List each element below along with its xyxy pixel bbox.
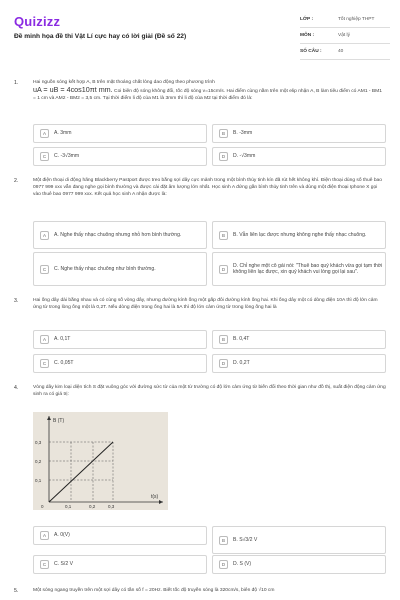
question-text	[33, 80, 386, 103]
question-number: 3.	[14, 298, 19, 304]
graph-svg	[33, 412, 168, 510]
quizizz-logo: Quizizz	[14, 14, 61, 29]
origin-label: 0	[41, 504, 44, 509]
option-c[interactable]	[33, 354, 207, 373]
x-tick-label: 0,2	[89, 504, 96, 509]
question-text: Vòng dây kim loại diện tích S đặt vuông góc với đường sức từ của một từ trường có độ lớn cảm ứng từ biến đổi theo thời gian như đồ thị, suất điện động cảm ứng sinh ra có giá trị:	[33, 385, 386, 397]
option-text: D. S (V)	[233, 561, 252, 568]
option-c[interactable]	[33, 147, 207, 166]
meta-key: LỚP :	[300, 17, 314, 22]
option-d[interactable]	[212, 252, 386, 286]
meta-value: Vật lý	[338, 33, 350, 38]
y-axis-label: B (T)	[53, 418, 65, 424]
question-text: Hai ống dây dài bằng nhau và có cùng số vòng dây, nhưng đường kính ống một gấp đôi đường kính ống hai. Khi ống dây một có dòng điện 10A thì độ lớn cảm ứng từ trong lòng ống một là 0,2T. Nếu dòng điện trong ống hai là 5A thì độ lớn cảm ứng từ trong lòng ống hai là	[33, 298, 378, 310]
option-text: D. -√3mm	[233, 153, 256, 160]
y-axis-arrow	[47, 416, 51, 420]
option-b[interactable]	[212, 221, 386, 249]
document-title: Đề minh họa đề thi Vật Lí cực hay có lời giải (Đề số 22)	[14, 33, 187, 40]
meta-table	[300, 12, 390, 60]
option-text: B. Vẫn liên lạc được nhưng không nghe thấy nhạc chuông.	[233, 231, 367, 238]
option-d[interactable]	[212, 555, 386, 574]
meta-value: Tốt nghiệp THPT	[338, 17, 375, 22]
option-a[interactable]	[33, 526, 207, 545]
question-4	[14, 385, 386, 407]
option-letter: B	[219, 335, 228, 344]
question-number: 1.	[14, 80, 19, 86]
question-text-line: Hai nguồn sóng kết hợp A, B trên mặt thoáng chất lỏng dao động theo phương trình	[33, 80, 215, 85]
meta-row-subject	[300, 28, 390, 44]
option-letter: A	[40, 335, 49, 344]
option-a[interactable]	[33, 124, 207, 143]
option-letter: D	[219, 152, 228, 161]
option-text: C. -3√3mm	[54, 153, 80, 160]
question-text: Một sóng ngang truyền trên một sợi dây có tần số f = 20Hz. Biết tốc độ truyền sóng là 320cm/s, biên độ √10 cm	[33, 588, 275, 593]
meta-row-count	[300, 44, 390, 60]
option-letter: D	[219, 560, 228, 569]
question-5	[14, 588, 386, 600]
option-letter: A	[40, 129, 49, 138]
option-text: B. S√3/2 V	[233, 536, 258, 543]
x-axis-label: t(s)	[151, 494, 159, 500]
page-header	[0, 0, 400, 62]
meta-value: 40	[338, 49, 344, 54]
meta-key: SỐ CÂU :	[300, 49, 322, 54]
meta-row-class	[300, 12, 390, 28]
b-t-graph-image	[33, 412, 168, 510]
option-text: B. -3mm	[233, 130, 253, 137]
option-d[interactable]	[212, 147, 386, 166]
option-text: C. S/2 V	[54, 561, 73, 568]
question-3	[14, 298, 386, 330]
option-letter: C	[40, 359, 49, 368]
option-text: D. 0,2T	[233, 360, 250, 367]
option-text: C. Nghe thấy nhạc chuông như bình thường.	[54, 265, 156, 272]
question-text-line: Coi biên độ sóng không đổi, tốc độ sóng v=15cm/s. Hai điểm cùng nằm trên một elip nhận A, B làm tiêu điểm có AM1 - BM1 = 1 cm và AM2 - BM2 = 3,5 cm. Tại thời điểm li độ của M1 là 3mm thì li độ của M2 tại thời điểm đó là:	[33, 88, 382, 101]
option-letter: B	[219, 129, 228, 138]
question-number: 4.	[14, 385, 19, 391]
option-a[interactable]	[33, 221, 207, 249]
option-letter: C	[40, 560, 49, 569]
option-b[interactable]	[212, 526, 386, 554]
x-tick-label: 0,3	[108, 504, 115, 509]
option-d[interactable]	[212, 354, 386, 373]
option-c[interactable]	[33, 555, 207, 574]
option-letter: B	[219, 231, 228, 240]
option-text: A. 0(V)	[54, 532, 70, 539]
option-text: B. 0,4T	[233, 336, 250, 343]
option-letter: C	[40, 152, 49, 161]
option-b[interactable]	[212, 124, 386, 143]
question-2	[14, 178, 386, 223]
question-text: Một điện thoại di động hãng Blackberry Pastport được treo bằng sợi dây cực mảnh trong một bình thủy tinh kín đã rút hết không khí. Điện thoại dùng số thuê bao 0977 999 xxx vẫn đang nghe gọi bình thường và được cài đặt âm lượng lớn nhất. Học sinh A đứng gần bình thủy tinh trên và dùng một điện thoại Iphone X gọi vào thuê bao 0977 999 xxx. Kết quả học sinh A nhận được là:	[33, 178, 382, 197]
question-equation: uA = uB = 4cos10πt mm.	[33, 84, 113, 94]
meta-key: MÔN :	[300, 33, 315, 38]
option-letter: D	[219, 265, 228, 274]
question-number: 2.	[14, 178, 19, 184]
x-tick-label: 0,1	[65, 504, 72, 509]
option-letter: A	[40, 531, 49, 540]
question-number: 5.	[14, 588, 19, 594]
option-text: C. 0,05T	[54, 360, 74, 367]
x-axis-arrow	[159, 500, 163, 504]
option-letter: C	[40, 265, 49, 274]
b-t-line	[49, 442, 113, 502]
y-tick-label: 0,1	[35, 478, 42, 483]
option-letter: D	[219, 359, 228, 368]
option-letter: A	[40, 231, 49, 240]
option-text: A. Nghe thấy nhạc chuông nhưng nhỏ hơn bình thường.	[54, 231, 182, 238]
option-text: D. Chỉ nghe một cô gái nói: "Thuê bao quý khách vừa gọi tạm thời không liên lạc được, xin quý khách vui lòng gọi lại sau".	[233, 262, 383, 275]
option-c[interactable]	[33, 252, 207, 286]
option-a[interactable]	[33, 330, 207, 349]
y-tick-label: 0,2	[35, 459, 42, 464]
option-letter: B	[219, 536, 228, 545]
option-b[interactable]	[212, 330, 386, 349]
y-tick-label: 0,3	[35, 440, 42, 445]
option-text: A. 3mm	[54, 130, 72, 137]
option-text: A. 0,1T	[54, 336, 71, 343]
